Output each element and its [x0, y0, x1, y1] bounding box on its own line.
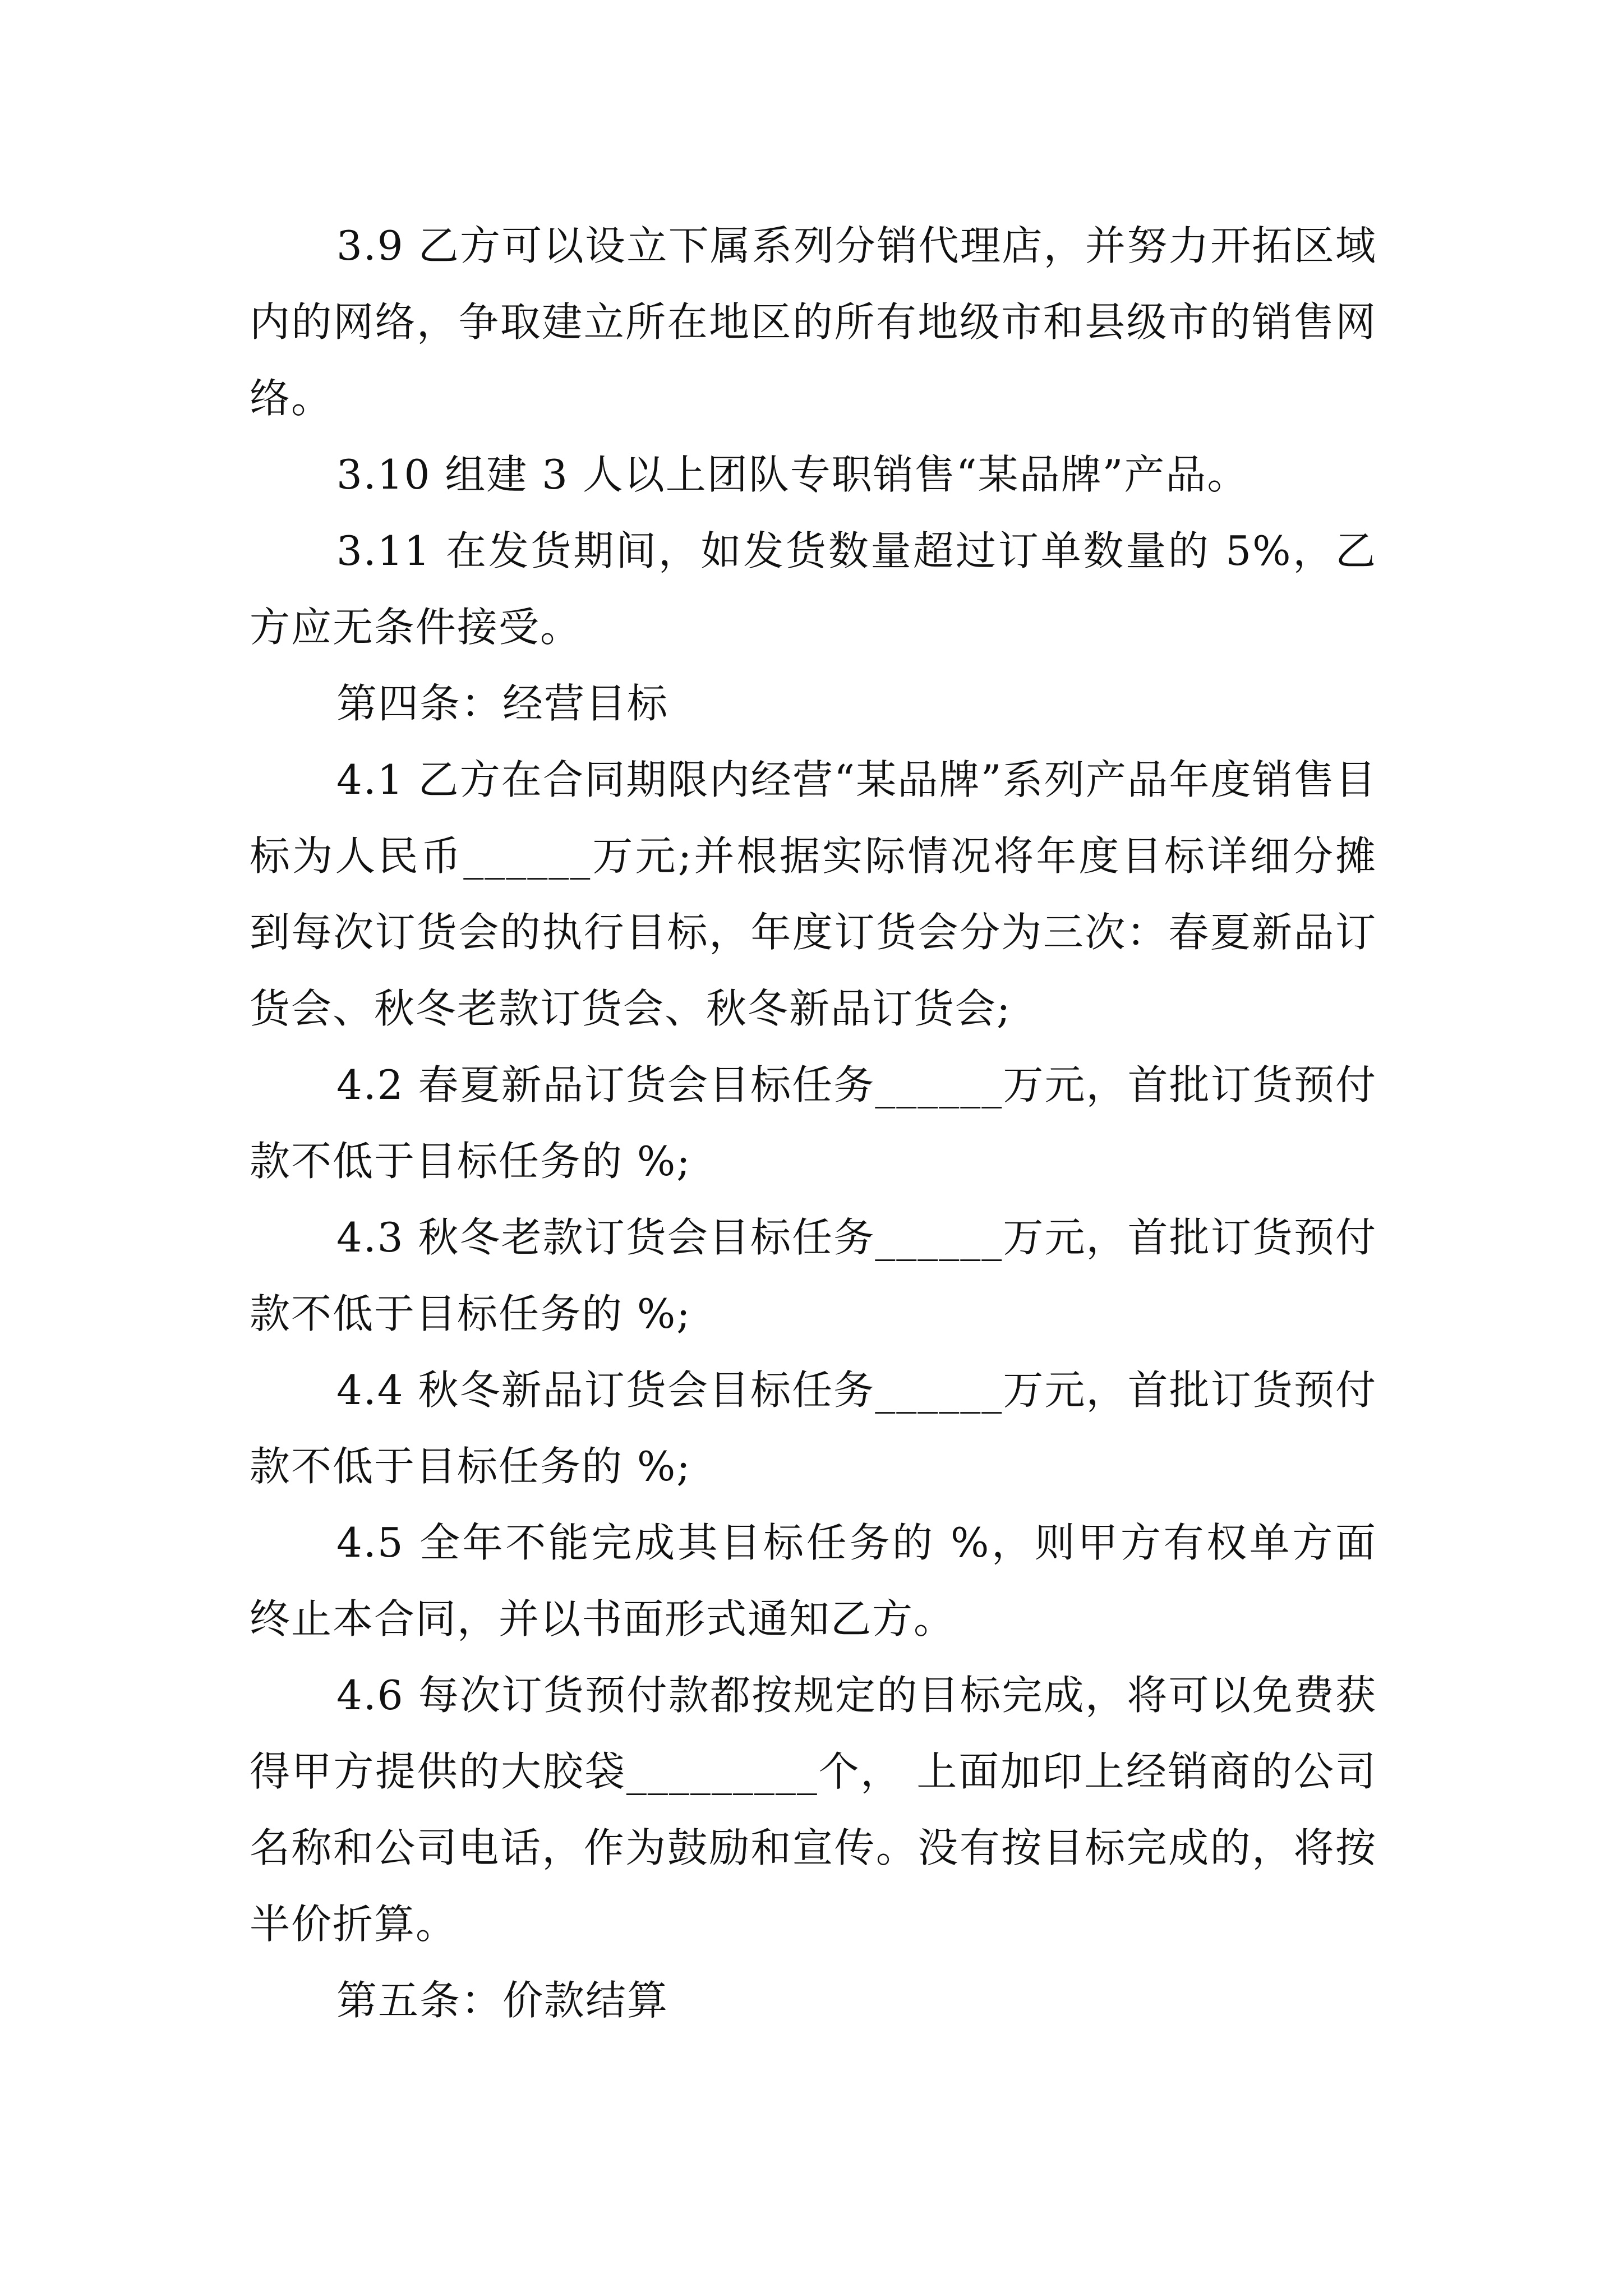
clause-3-10: 3.10 组建 3 人以上团队专职销售“某品牌”产品。	[336, 451, 1249, 498]
clause-4-2: 4.2 春夏新品订货会目标任务______万元，首批订货预付款不低于目标任务的 %;	[250, 1061, 1377, 1185]
clause-4-4: 4.4 秋冬新品订货会目标任务______万元，首批订货预付款不低于目标任务的 %;	[250, 1366, 1377, 1490]
document-body	[250, 208, 1377, 2039]
clause-3-11: 3.11 在发货期间，如发货数量超过订单数量的 5%，乙方应无条件接受。	[250, 527, 1377, 651]
clause-3-9: 3.9 乙方可以设立下属系列分销代理店，并努力开拓区域内的网络，争取建立所在地区的所有地级市和县级市的销售网络。	[250, 222, 1377, 422]
clause-4-1: 4.1 乙方在合同期限内经营“某品牌”系列产品年度销售目标为人民币______万元;并根据实际情况将年度目标详细分摊到每次订货会的执行目标，年度订货会分为三次：春夏新品订货会、秋冬老款订货会、秋冬新品订货会;	[250, 756, 1377, 1032]
clause-4-5: 4.5 全年不能完成其目标任务的 %，则甲方有权单方面终止本合同，并以书面形式通知乙方。	[250, 1519, 1377, 1642]
clause-4-3: 4.3 秋冬老款订货会目标任务______万元，首批订货预付款不低于目标任务的 %;	[250, 1214, 1377, 1337]
clause-4-6: 4.6 每次订货预付款都按规定的目标完成，将可以免费获得甲方提供的大胶袋_________个， 上面加印上经销商的公司名称和公司电话，作为鼓励和宣传。没有按目标完成的，将按半价折算。	[250, 1672, 1377, 1948]
article-4-heading: 第四条：经营目标	[336, 680, 669, 727]
article-5-heading: 第五条：价款结算	[336, 1977, 669, 2024]
